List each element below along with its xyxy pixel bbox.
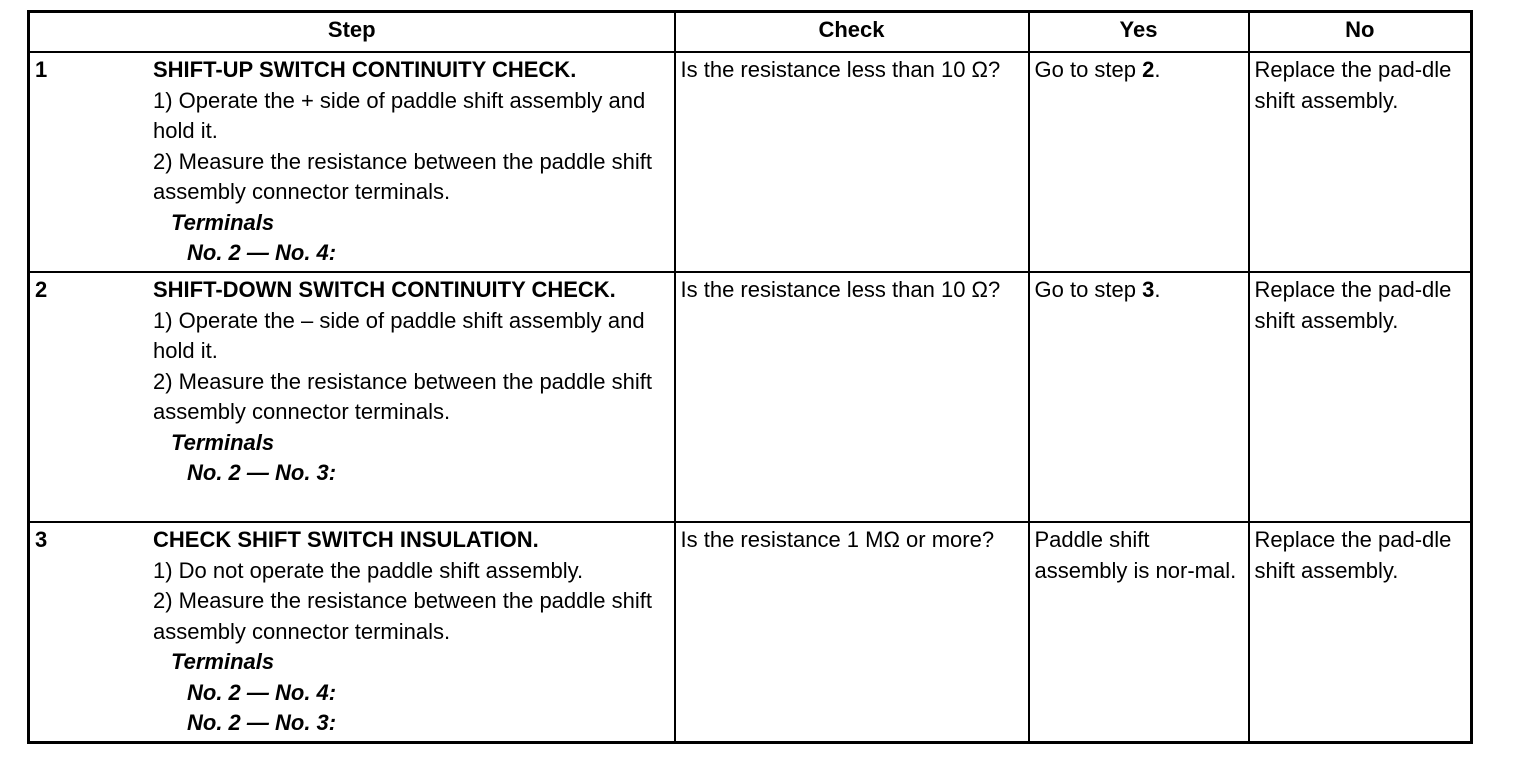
- step-number: 2: [35, 277, 48, 302]
- step-instruction: 1) Operate the + side of paddle shift assembly and hold it.: [153, 87, 646, 143]
- step-body: [153, 55, 669, 269]
- table-row: [29, 272, 1472, 522]
- terminal-pair: No. 2 — No. 4:: [187, 240, 337, 265]
- step-instruction: 1) Do not operate the paddle shift assembly.: [153, 557, 584, 583]
- step-cell: [29, 52, 675, 272]
- header-yes: Yes: [1029, 12, 1249, 53]
- yes-text: Go to step: [1034, 57, 1143, 82]
- step-instruction: 2) Measure the resistance between the paddle shift assembly connector terminals.: [153, 368, 652, 424]
- terminals-heading: Terminals: [171, 649, 275, 674]
- table-row: [29, 52, 1472, 272]
- yes-cell: [1029, 272, 1249, 522]
- check-cell: Is the resistance less than 10 Ω?: [675, 52, 1029, 272]
- yes-cell: [1029, 52, 1249, 272]
- diagnostic-table: [27, 10, 1473, 744]
- table-row: [29, 522, 1472, 743]
- no-cell: Replace the pad-dle shift assembly.: [1249, 522, 1472, 743]
- header-no: No: [1249, 12, 1472, 53]
- next-step-ref: 2: [1142, 57, 1155, 82]
- step-cell: [29, 272, 675, 522]
- step-cell: [29, 522, 675, 743]
- next-step-ref: 3: [1142, 277, 1155, 302]
- step-body: [153, 275, 669, 489]
- no-cell: Replace the pad-dle shift assembly.: [1249, 272, 1472, 522]
- terminal-pair: No. 2 — No. 3:: [187, 710, 337, 735]
- terminal-pair: No. 2 — No. 4:: [187, 679, 337, 705]
- header-row: [29, 12, 1472, 53]
- header-check: Check: [675, 12, 1029, 53]
- step-title: SHIFT-DOWN SWITCH CONTINUITY CHECK.: [153, 277, 616, 302]
- step-number: 3: [35, 527, 48, 552]
- terminal-pair: No. 2 — No. 3:: [187, 460, 337, 485]
- step-instruction: 2) Measure the resistance between the paddle shift assembly connector terminals.: [153, 588, 652, 644]
- terminals-heading: Terminals: [171, 429, 275, 455]
- step-instruction: 2) Measure the resistance between the paddle shift assembly connector terminals.: [153, 148, 652, 204]
- yes-suffix: .: [1154, 57, 1161, 82]
- yes-cell: Paddle shift assembly is nor-mal.: [1029, 522, 1249, 743]
- step-title: CHECK SHIFT SWITCH INSULATION.: [153, 527, 539, 552]
- check-cell: Is the resistance 1 MΩ or more?: [675, 522, 1029, 743]
- header-step: Step: [29, 12, 675, 53]
- step-number: 1: [35, 57, 48, 82]
- step-title: SHIFT-UP SWITCH CONTINUITY CHECK.: [153, 57, 577, 82]
- yes-text: Go to step: [1034, 277, 1143, 302]
- terminals-heading: Terminals: [171, 209, 275, 235]
- check-cell: Is the resistance less than 10 Ω?: [675, 272, 1029, 522]
- step-body: [153, 525, 669, 739]
- yes-suffix: .: [1154, 277, 1161, 302]
- step-instruction: 1) Operate the – side of paddle shift assembly and hold it.: [153, 307, 645, 363]
- no-cell: Replace the pad-dle shift assembly.: [1249, 52, 1472, 272]
